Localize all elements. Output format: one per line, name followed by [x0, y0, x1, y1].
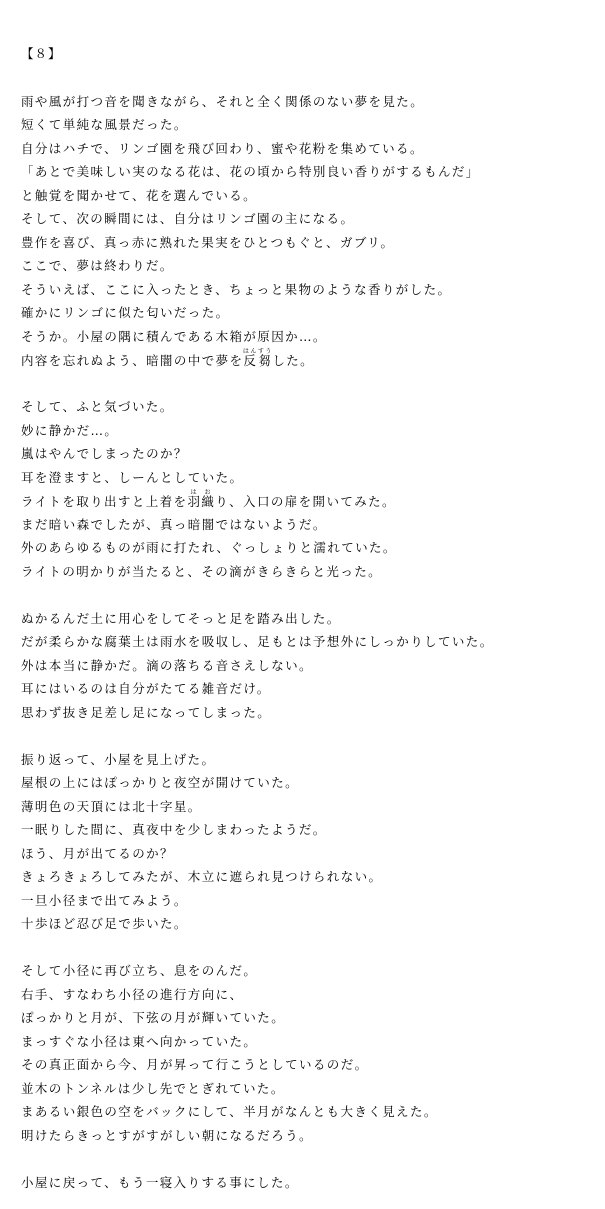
document-page [21, 42, 591, 1194]
text-line: その真正面から今、月が昇って行こうとしているのだ。 [21, 1057, 369, 1072]
ruby-line-after: り、入口の扉を開いてみた。 [215, 494, 396, 509]
ruby-reading: はんすう [242, 348, 273, 355]
paragraph-3 [21, 607, 591, 725]
text-line: ぬかるんだ土に用心をしてそっと足を踏み出した。 [21, 610, 341, 626]
paragraph-spacer [21, 936, 591, 960]
text-line: 短くて単純な風景だった。 [21, 117, 188, 132]
text-line: 薄明色の天頂には北十字星。 [21, 798, 202, 814]
text-line: 外は本当に静かだ。滴の落ちる音さえしない。 [21, 657, 313, 673]
text-line: 確かにリンゴに似た匂いだった。 [21, 305, 230, 320]
text-line: 振り返って、小屋を見上げた。 [21, 751, 216, 767]
ruby-line-before: 内容を忘れぬよう、暗闇の中で夢を [21, 353, 244, 368]
paragraph-6 [21, 1171, 591, 1195]
text-line: 一眠りした間に、真夜中を少しまわったようだ。 [21, 822, 327, 837]
text-line: 思わず抜き足差し足になってしまった。 [21, 704, 272, 720]
chapter-spacer [21, 66, 591, 90]
text-line: ここで、夢は終わりだ。 [21, 258, 174, 273]
text-line: まあるい銀色の空をバックにして、半月がなんとも大きく見えた。 [21, 1104, 438, 1119]
ruby-word [187, 489, 216, 509]
text-line: まだ暗い森でしたが、真っ暗闇ではないようだ。 [21, 516, 327, 532]
ruby-word [242, 348, 273, 368]
ruby-base: 羽織 [187, 494, 216, 509]
ruby-reading: はお [187, 489, 216, 496]
text-line: 自分はハチで、リンゴ園を飛び回わり、蜜や花粉を集めている。 [21, 140, 424, 156]
text-line: 右手、すなわち小径の進行方向に、 [21, 986, 244, 1002]
text-line: と触覚を聞かせて、花を選んでいる。 [21, 187, 258, 203]
text-line: 明けたらきっとすがすがしい朝になるだろう。 [21, 1127, 313, 1143]
text-line: ぽっかりと月が、下弦の月が輝いていた。 [21, 1010, 286, 1025]
text-line: だが柔らかな腐葉土は雨水を吸収し、足もとは予想外にしっかりしていた。 [21, 634, 494, 649]
paragraph-1 [21, 90, 591, 372]
ruby-line-after: した。 [272, 353, 315, 368]
text-line: きょろきょろしてみたが、木立に遮られ見つけられない。 [21, 869, 383, 884]
text-line: ライトの明かりが当たると、その滴がきらきらと光った。 [21, 563, 383, 579]
paragraph-4 [21, 748, 591, 936]
text-line: 屋根の上にはぽっかりと夜空が開けていた。 [21, 775, 300, 790]
text-line: そして、次の瞬間には、自分はリンゴ園の主になる。 [21, 211, 355, 226]
paragraph-spacer [21, 724, 591, 748]
text-line: 小屋に戻って、もう一寝入りする事にした。 [21, 1174, 299, 1190]
ruby-line-before: ライトを取り出すと上着を [21, 494, 188, 509]
text-line: 耳にはいるのは自分がたてる雑音だけ。 [21, 681, 271, 696]
text-line: そうか。小屋の隅に積んである木箱が原因か…。 [21, 328, 327, 344]
text-line: そして、ふと気づいた。 [21, 399, 174, 414]
text-line: 嵐はやんでしまったのか？ [21, 446, 188, 461]
text-line: ほう、月が出てるのか？ [21, 845, 174, 861]
text-line: まっすぐな小径は東へ向かっていた。 [21, 1033, 258, 1049]
text-line: 一旦小径まで出てみよう。 [21, 892, 188, 908]
text-line: 「あとで美味しい実のなる花は、花の頃から特別良い香りがするもんだ」 [21, 164, 480, 179]
ruby-base: 反芻 [242, 353, 273, 368]
paragraph-spacer [21, 583, 591, 607]
text-line: そういえば、ここに入ったとき、ちょっと果物のような香りがした。 [21, 281, 452, 297]
text-line: 妙に静かだ…。 [21, 422, 119, 438]
chapter-heading: 【８】 [21, 46, 62, 61]
text-line: 雨や風が打つ音を聞きながら、それと全く関係のない夢を見た。 [21, 93, 425, 109]
text-line: そして小径に再び立ち、息をのんだ。 [21, 963, 258, 978]
text-line: 並木のトンネルは少し先でとぎれていた。 [21, 1080, 285, 1096]
paragraph-2 [21, 395, 591, 583]
text-line-with-ruby [21, 489, 591, 513]
text-line: 豊作を喜び、真っ赤に熟れた果実をひとつもぐと、ガブリ。 [21, 234, 395, 250]
text-line: 十歩ほど忍び足で歩いた。 [21, 916, 188, 931]
paragraph-spacer [21, 372, 591, 396]
text-line: 外のあらゆるものが雨に打たれ、ぐっしょりと濡れていた。 [21, 540, 397, 555]
paragraph-spacer [21, 1147, 591, 1171]
text-line: 耳を澄ますと、しーんとしていた。 [21, 469, 244, 485]
paragraph-5 [21, 959, 591, 1147]
text-line-with-ruby [21, 348, 591, 372]
